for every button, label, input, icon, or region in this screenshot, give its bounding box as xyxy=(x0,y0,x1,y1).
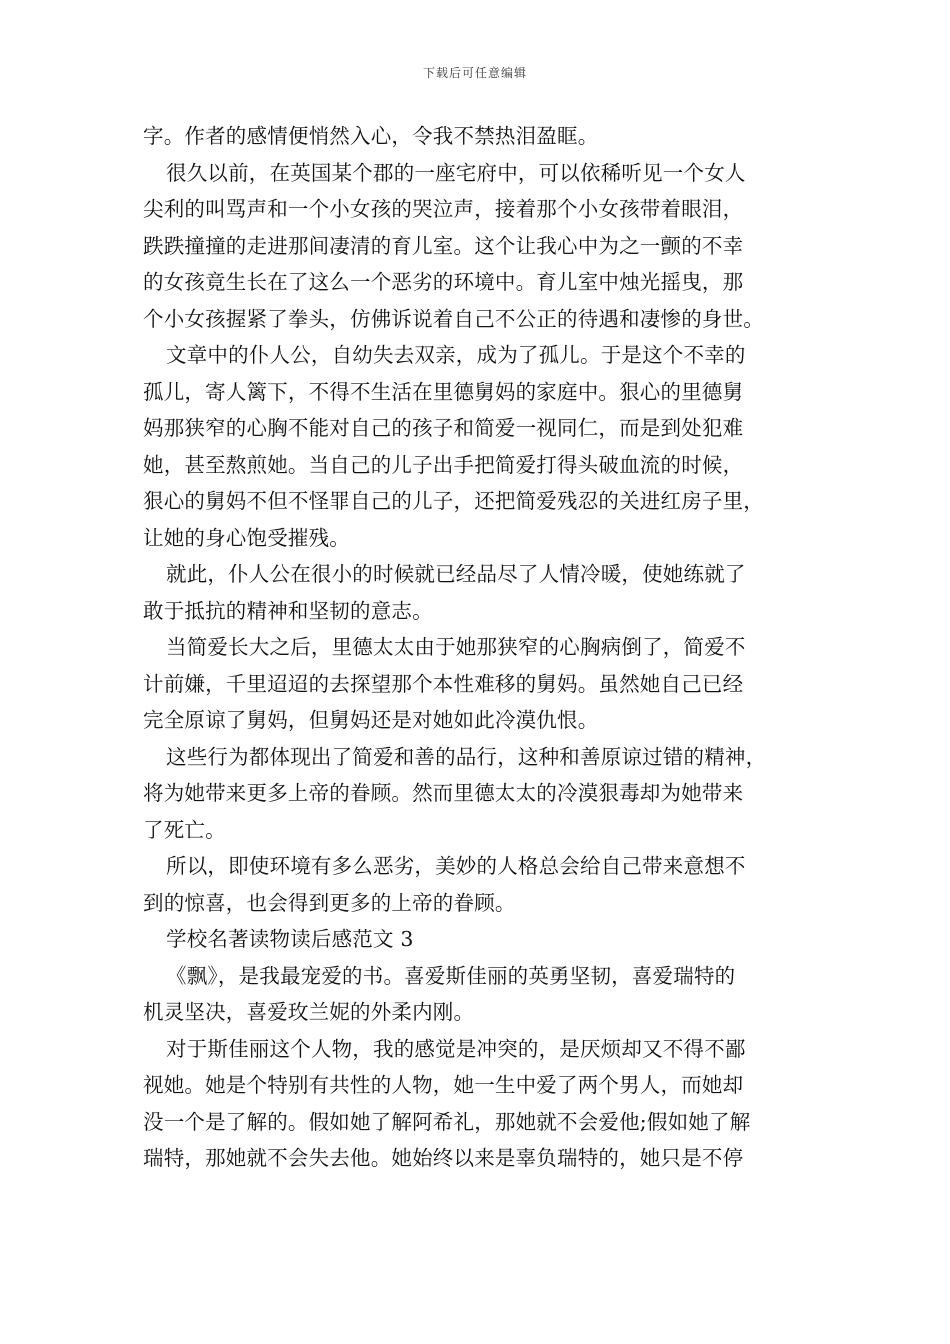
text-line: 的女孩竟生长在了这么一个恶劣的环境中。育儿室中烛光摇曳，那 xyxy=(143,270,744,294)
text-line: 文章中的仆人公，自幼失去双亲，成为了孤儿。于是这个不幸的 xyxy=(166,343,746,367)
text-line: 没一个是了解的。假如她了解阿希礼，那她就不会爱他;假如她了解 xyxy=(143,1109,751,1134)
text-line: 让她的身心饱受摧残。 xyxy=(143,525,350,550)
text-line: 将为她带来更多上帝的眷顾。然而里德太太的冷漠狠毒却为她带来 xyxy=(143,781,744,805)
text-line: 跌跌撞撞的走进那间凄清的育儿室。这个让我心中为之一颤的不幸 xyxy=(143,233,744,258)
text-line: 瑞特，那她就不会失去他。她始终以来是辜负瑞特的，她只是不停 xyxy=(143,1146,744,1170)
text-line: 机灵坚决，喜爱玫兰妮的外柔内刚。 xyxy=(143,1000,475,1024)
page-header: 下载后可任意编辑 xyxy=(422,66,527,80)
document-body xyxy=(143,118,823,1177)
text-line: 计前嫌，千里迢迢的去探望那个本性难移的舅妈。虽然她自己已经 xyxy=(143,671,744,696)
text-line: 个小女孩握紧了拳头，仿佛诉说着自己不公正的待遇和凄惨的身世。 xyxy=(143,306,764,331)
text-line: 视她。她是个特别有共性的人物，她一生中爱了两个男人，而她却 xyxy=(143,1073,744,1097)
text-line: 字。作者的感情便悄然入心，令我不禁热泪盈眶。 xyxy=(143,124,599,148)
text-line: 很久以前，在英国某个郡的一座宅府中，可以依稀听见一个女人 xyxy=(166,160,746,185)
text-line: 狠心的舅妈不但不怪罪自己的儿子，还把简爱残忍的关进红房子里， xyxy=(143,489,764,513)
text-line: 《飘》，是我最宠爱的书。喜爱斯佳丽的英勇坚韧，喜爱瑞特的 xyxy=(166,963,736,988)
text-line: 敢于抵抗的精神和坚韧的意志。 xyxy=(143,598,433,623)
text-line: 了死亡。 xyxy=(143,817,226,842)
text-line: 就此，仆人公在很小的时候就已经品尽了人情冷暖，使她练就了 xyxy=(166,562,746,586)
text-line: 当简爱长大之后，里德太太由于她那狭窄的心胸病倒了，简爱不 xyxy=(166,635,746,659)
text-line: 尖利的叫骂声和一个小女孩的哭泣声，接着那个小女孩带着眼泪， xyxy=(143,197,744,221)
text-line: 到的惊喜，也会得到更多的上帝的眷顾。 xyxy=(143,890,516,915)
text-line: 这些行为都体现出了简爱和善的品行，这种和善原谅过错的精神， xyxy=(166,744,767,769)
text-line: 妈那狭窄的心胸不能对自己的孩子和简爱一视同仁，而是到处犯难 xyxy=(143,416,744,440)
text-line: 所以，即使环境有多么恶劣，美妙的人格总会给自己带来意想不 xyxy=(166,854,746,878)
text-line: 完全原谅了舅妈，但舅妈还是对她如此冷漠仇恨。 xyxy=(143,708,599,732)
text-line: 对于斯佳丽这个人物，我的感觉是冲突的，是厌烦却又不得不鄙 xyxy=(166,1036,746,1061)
text-line: 她，甚至熬煎她。当自己的儿子出手把简爱打得头破血流的时候， xyxy=(143,452,744,477)
text-line: 学校名著读物读后感范文 3 xyxy=(166,927,414,951)
text-line: 孤儿，寄人篱下，不得不生活在里德舅妈的家庭中。狠心的里德舅 xyxy=(143,379,744,404)
